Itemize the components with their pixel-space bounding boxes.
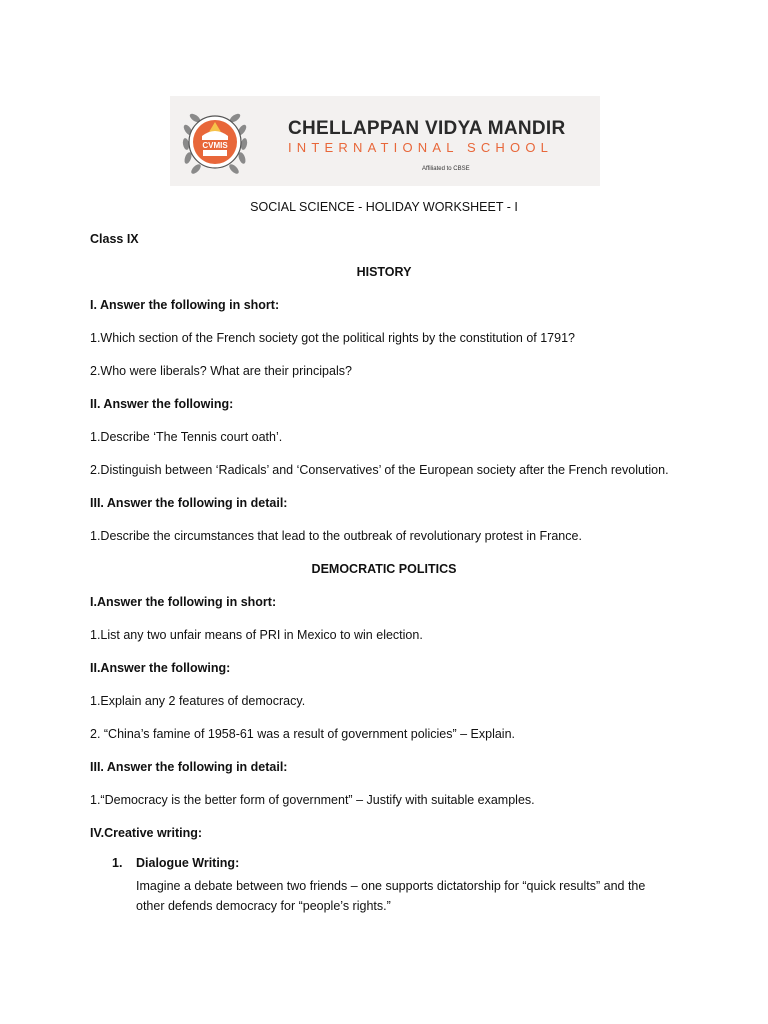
school-name: CHELLAPPAN VIDYA MANDIR: [288, 118, 566, 139]
creative-item-body: Imagine a debate between two friends – one supports dictatorship for “quick results” and the other defends democracy for “people’s rights.”: [136, 879, 646, 913]
politics-section-1-heading: I.Answer the following in short:: [90, 595, 277, 609]
history-section-2-heading: II. Answer the following:: [90, 397, 234, 411]
history-section-1-heading: I. Answer the following in short:: [90, 298, 280, 312]
history-question: 1.Describe the circumstances that lead to the outbreak of revolutionary protest in France.: [90, 529, 582, 543]
affiliation-text: Affiliated to CBSE: [422, 166, 470, 172]
history-question: 2.Who were liberals? What are their principals?: [90, 364, 352, 378]
school-emblem-icon: [174, 100, 256, 182]
class-label: Class IX: [90, 232, 139, 246]
politics-section-3-heading: III. Answer the following in detail:: [90, 760, 288, 774]
creative-item-heading: Dialogue Writing:: [136, 856, 240, 870]
history-section-3-heading: III. Answer the following in detail:: [90, 496, 288, 510]
school-logo-banner: [170, 96, 600, 186]
emblem-text: CVMIS: [202, 141, 228, 150]
creative-item-number: 1.: [112, 856, 123, 870]
politics-section-2-heading: II.Answer the following:: [90, 661, 231, 675]
politics-question: 1.List any two unfair means of PRI in Mexico to win election.: [90, 628, 423, 642]
politics-question: 2. “China’s famine of 1958-61 was a result of government policies” – Explain.: [90, 727, 515, 741]
politics-heading: DEMOCRATIC POLITICS: [311, 562, 457, 576]
history-question: 1.Describe ‘The Tennis court oath’.: [90, 430, 283, 444]
politics-section-4-heading: IV.Creative writing:: [90, 826, 203, 840]
history-question: 2.Distinguish between ‘Radicals’ and ‘Conservatives’ of the European society after the French revolution.: [90, 463, 669, 477]
worksheet-title: SOCIAL SCIENCE - HOLIDAY WORKSHEET - I: [250, 200, 518, 214]
history-heading: HISTORY: [356, 265, 412, 279]
school-subtitle: INTERNATIONAL SCHOOL: [288, 140, 554, 155]
politics-question: 1.“Democracy is the better form of government” – Justify with suitable examples.: [90, 793, 535, 807]
history-question: 1.Which section of the French society got the political rights by the constitution of 1791?: [90, 331, 575, 345]
politics-question: 1.Explain any 2 features of democracy.: [90, 694, 306, 708]
